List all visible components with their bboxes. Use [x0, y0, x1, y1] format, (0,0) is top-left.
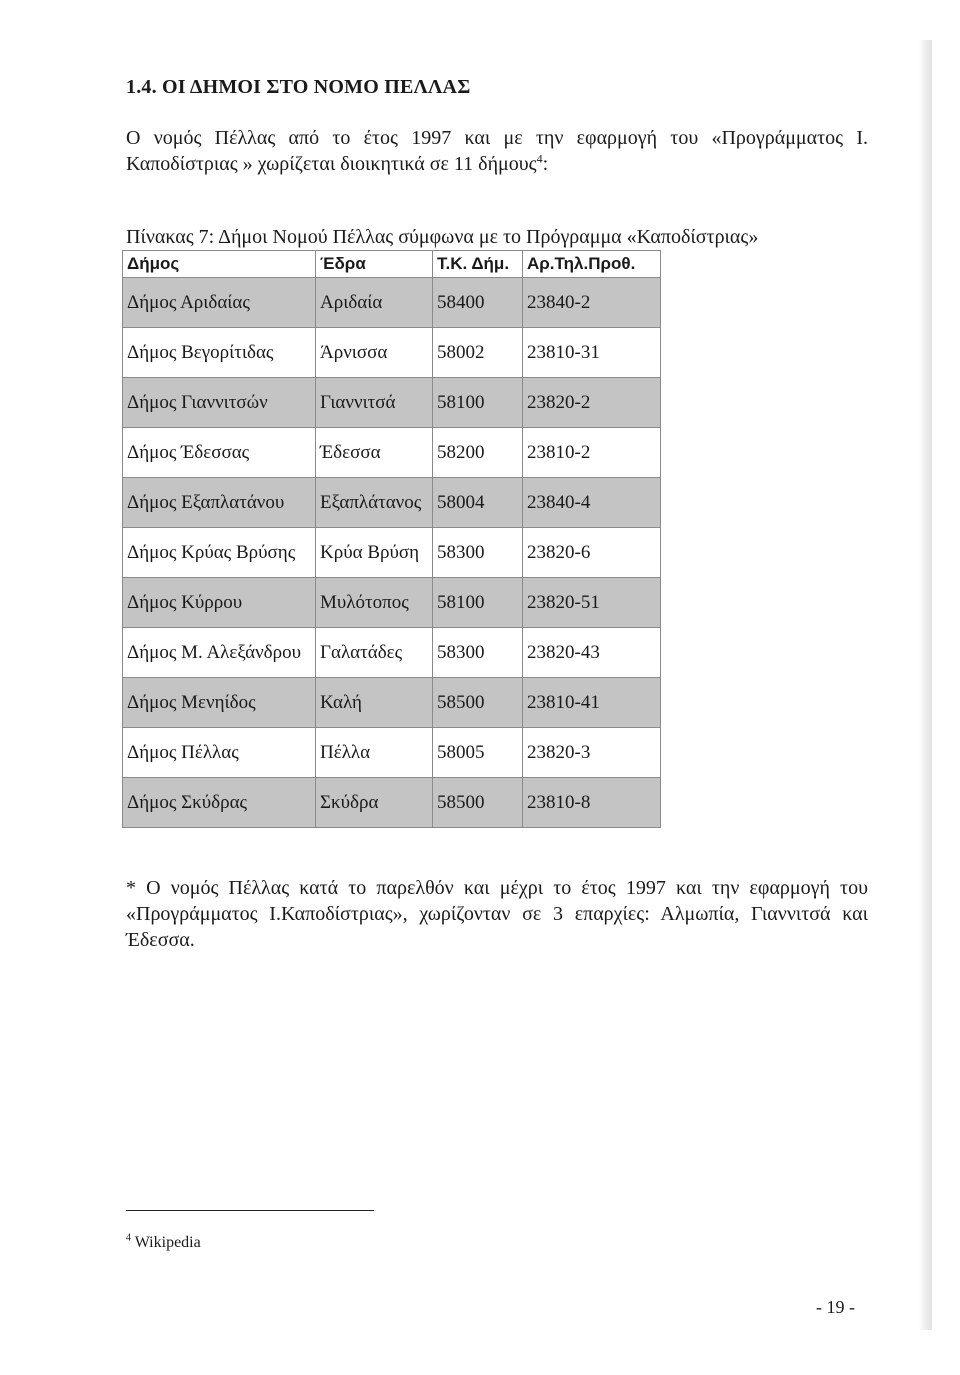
cell-phone-prefix: 23820-51: [523, 578, 661, 628]
cell-postal-code: 58500: [433, 778, 523, 828]
cell-phone-prefix: 23820-2: [523, 378, 661, 428]
header-seat: Έδρα: [316, 251, 433, 278]
intro-line-1: Ο νομός Πέλλας από το έτος 1997 και με την εφαρμογή του «Προγράμματος Ι.: [126, 127, 868, 149]
table-row: [123, 778, 661, 828]
table-row: [123, 678, 661, 728]
page-edge-shadow: [918, 40, 932, 1330]
cell-seat: Άρνισσα: [316, 328, 433, 378]
cell-postal-code: 58300: [433, 628, 523, 678]
prefectures-note: [126, 875, 868, 953]
section-heading: 1.4. ΟΙ ΔΗΜΟΙ ΣΤΟ ΝΟΜΟ ΠΕΛΛΑΣ: [126, 76, 471, 98]
cell-phone-prefix: 23840-4: [523, 478, 661, 528]
table-row: [123, 428, 661, 478]
note-line-2: «Προγράμματος Ι.Καποδίστριας», χωρίζονταν σε 3 επαρχίες: Αλμωπία, Γιαννιτσά και: [126, 903, 868, 925]
footnote-reference: 4: [536, 151, 543, 166]
footnote-number: 4: [126, 1232, 131, 1244]
cell-seat: Καλή: [316, 678, 433, 728]
cell-seat: Γαλατάδες: [316, 628, 433, 678]
note-line-3: Έδεσσα.: [126, 929, 195, 951]
cell-seat: Σκύδρα: [316, 778, 433, 828]
municipalities-table-container: [122, 250, 660, 828]
cell-phone-prefix: 23810-8: [523, 778, 661, 828]
table-row: [123, 328, 661, 378]
cell-municipality: Δήμος Βεγορίτιδας: [123, 328, 316, 378]
table-row: [123, 378, 661, 428]
intro-line-2-end: :: [542, 153, 549, 175]
cell-municipality: Δήμος Εξαπλατάνου: [123, 478, 316, 528]
cell-phone-prefix: 23810-31: [523, 328, 661, 378]
cell-postal-code: 58500: [433, 678, 523, 728]
cell-postal-code: 58004: [433, 478, 523, 528]
cell-seat: Μυλότοπος: [316, 578, 433, 628]
intro-line-2-text: Καποδίστριας » χωρίζεται διοικητικά σε 11 δήμους: [126, 153, 537, 175]
cell-postal-code: 58300: [433, 528, 523, 578]
cell-phone-prefix: 23820-6: [523, 528, 661, 578]
cell-seat: Αριδαία: [316, 278, 433, 328]
table-row: [123, 478, 661, 528]
cell-municipality: Δήμος Μενηίδος: [123, 678, 316, 728]
cell-postal-code: 58200: [433, 428, 523, 478]
footnote: [126, 1234, 201, 1252]
cell-seat: Κρύα Βρύση: [316, 528, 433, 578]
cell-municipality: Δήμος Κύρρου: [123, 578, 316, 628]
table-row: [123, 528, 661, 578]
cell-municipality: Δήμος Γιαννιτσών: [123, 378, 316, 428]
note-line-1: * Ο νομός Πέλλας κατά το παρελθόν και μέχρι το έτος 1997 και την εφαρμογή του: [126, 877, 868, 899]
cell-phone-prefix: 23840-2: [523, 278, 661, 328]
table-row: [123, 628, 661, 678]
cell-seat: Πέλλα: [316, 728, 433, 778]
municipalities-table: [122, 250, 661, 828]
cell-seat: Γιαννιτσά: [316, 378, 433, 428]
cell-seat: Εξαπλάτανος: [316, 478, 433, 528]
footnote-text: Wikipedia: [134, 1234, 201, 1251]
header-municipality: Δήμος: [123, 251, 316, 278]
table-row: [123, 728, 661, 778]
cell-municipality: Δήμος Έδεσσας: [123, 428, 316, 478]
cell-postal-code: 58100: [433, 578, 523, 628]
intro-paragraph: [126, 125, 868, 177]
cell-postal-code: 58100: [433, 378, 523, 428]
cell-phone-prefix: 23810-41: [523, 678, 661, 728]
table-header-row: [123, 251, 661, 278]
cell-phone-prefix: 23810-2: [523, 428, 661, 478]
cell-municipality: Δήμος Αριδαίας: [123, 278, 316, 328]
table-caption: Πίνακας 7: Δήμοι Νομού Πέλλας σύμφωνα με το Πρόγραμμα «Καποδίστριας»: [126, 226, 759, 248]
cell-municipality: Δήμος Μ. Αλεξάνδρου: [123, 628, 316, 678]
page-number: - 19 -: [816, 1297, 855, 1317]
header-postal-code: Τ.Κ. Δήμ.: [433, 251, 523, 278]
cell-seat: Έδεσσα: [316, 428, 433, 478]
footnote-separator: [126, 1210, 374, 1211]
header-phone-prefix: Αρ.Τηλ.Προθ.: [523, 251, 661, 278]
cell-municipality: Δήμος Κρύας Βρύσης: [123, 528, 316, 578]
table-row: [123, 578, 661, 628]
table-row: [123, 278, 661, 328]
cell-municipality: Δήμος Πέλλας: [123, 728, 316, 778]
cell-postal-code: 58005: [433, 728, 523, 778]
cell-postal-code: 58002: [433, 328, 523, 378]
cell-phone-prefix: 23820-3: [523, 728, 661, 778]
intro-line-2: [126, 151, 868, 177]
cell-phone-prefix: 23820-43: [523, 628, 661, 678]
cell-municipality: Δήμος Σκύδρας: [123, 778, 316, 828]
cell-postal-code: 58400: [433, 278, 523, 328]
